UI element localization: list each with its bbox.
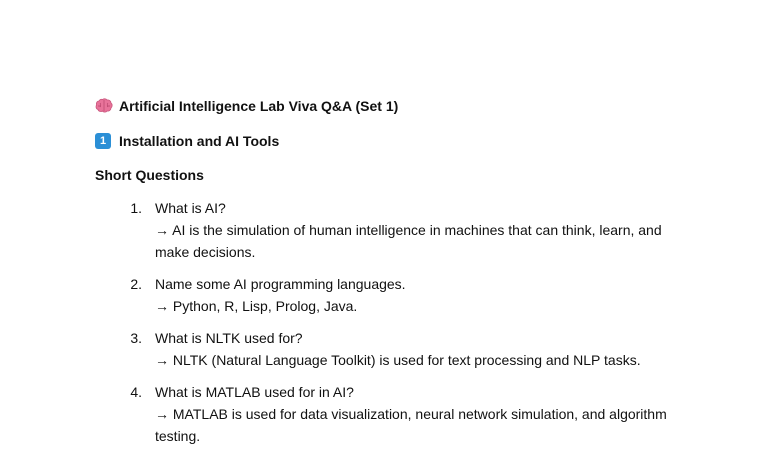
question-number: 4. bbox=[130, 384, 142, 400]
question-body bbox=[142, 327, 695, 371]
question-text: Name some AI programming languages. bbox=[155, 276, 406, 292]
question-text: What is AI? bbox=[155, 200, 226, 216]
brain-icon bbox=[95, 98, 113, 114]
answer-text: → Python, R, Lisp, Prolog, Java. bbox=[155, 298, 358, 314]
document-title bbox=[95, 96, 735, 116]
question-number: 1. bbox=[130, 200, 142, 216]
answer-text: → AI is the simulation of human intelligence in machines that can think, learn, and make decisions. bbox=[155, 222, 662, 260]
keycap-one-icon: 1 bbox=[95, 133, 111, 149]
question-body bbox=[142, 197, 695, 263]
list-item bbox=[95, 327, 735, 371]
subsection-label: Short Questions bbox=[95, 167, 204, 183]
answer-text: → MATLAB is used for data visualization, neural network simulation, and algorithm testing. bbox=[155, 406, 667, 444]
answer-text: → NLTK (Natural Language Toolkit) is used for text processing and NLP tasks. bbox=[155, 352, 641, 368]
question-body bbox=[142, 273, 695, 317]
list-item bbox=[95, 197, 735, 263]
list-item bbox=[95, 381, 735, 447]
title-text: Artificial Intelligence Lab Viva Q&A (Set 1) bbox=[119, 98, 399, 114]
question-text: What is NLTK used for? bbox=[155, 330, 303, 346]
question-number: 3. bbox=[130, 330, 142, 346]
question-text: What is MATLAB used for in AI? bbox=[155, 384, 354, 400]
document-page bbox=[95, 96, 735, 457]
question-body bbox=[142, 381, 695, 447]
section-title: Installation and AI Tools bbox=[119, 133, 280, 149]
question-number: 2. bbox=[130, 276, 142, 292]
list-item bbox=[95, 273, 735, 317]
section-heading bbox=[95, 131, 735, 151]
